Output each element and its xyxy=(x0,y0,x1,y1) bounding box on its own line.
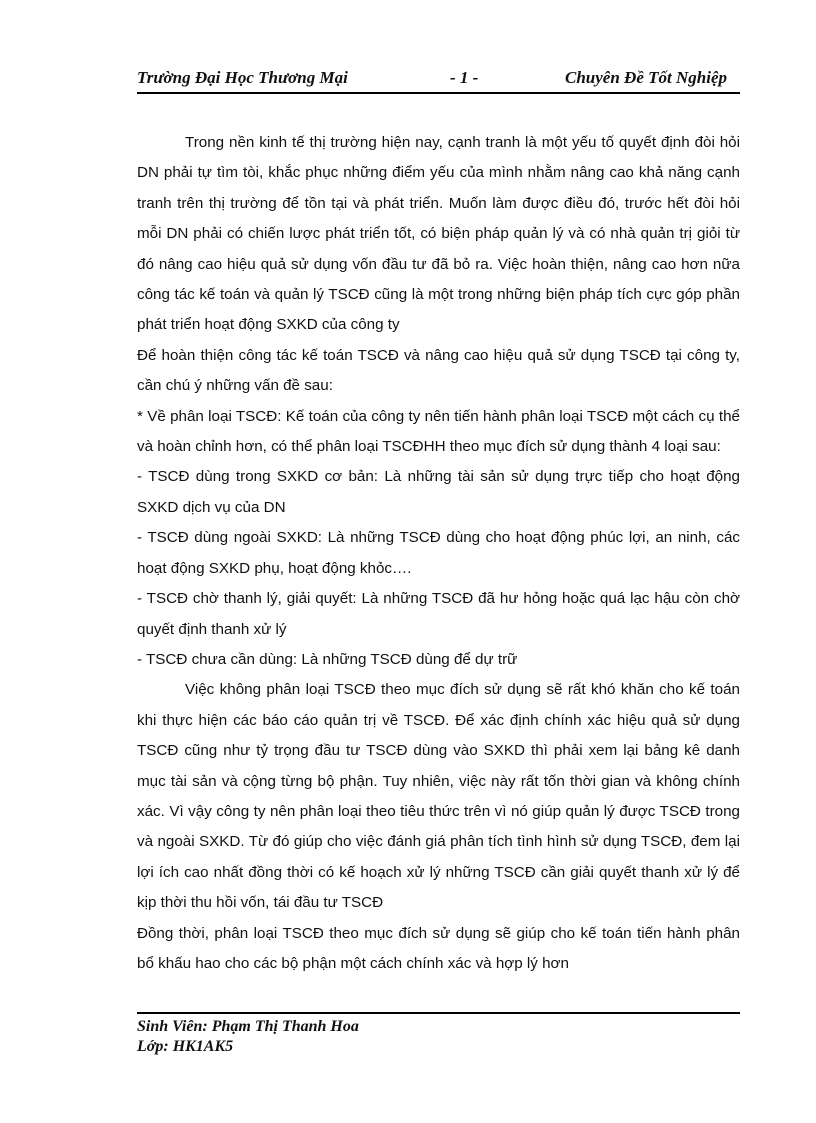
paragraph-classification: * Về phân loại TSCĐ: Kế toán của công ty nên tiến hành phân loại TSCĐ một cách cụ thể và hoàn chỉnh hơn, có thể phân loại TSCĐHH theo mục đích sử dụng thành 4 loại sau: xyxy=(137,407,740,456)
paragraph-rationale: Việc không phân loại TSCĐ theo mục đích sử dụng sẽ rất khó khăn cho kế toán khi thực hiện các báo cáo quản trị về TSCĐ. Để xác định chính xác hiệu quả sử dụng TSCĐ cũng như tỷ trọng đầu tư TSCĐ dùng vào SXKD thì phải xem lại bảng kê danh mục tài sản và cộng từng bộ phận. Tuy nhiên, việc này rất tốn thời gian và không chính xác. Vì vậy công ty nên phân loại theo tiêu thức trên vì nó giúp quản lý được TSCĐ trong và ngoài SXKD. Từ đó giúp cho việc đánh giá phân tích tình hình sử dụng TSCĐ, đem lại lợi ích cao nhất đồng thời có kế hoạch xử lý những TSCĐ cần giải quyết thanh xử lý để kịp thời thu hồi vốn, tái đầu tư TSCĐ xyxy=(137,681,740,912)
page-header xyxy=(137,68,740,92)
footer-student-name: Sinh Viên: Phạm Thị Thanh Hoa xyxy=(137,1018,359,1035)
list-item: - TSCĐ chưa cần dùng: Là những TSCĐ dùng để dự trữ xyxy=(137,650,518,668)
header-document-type: Chuyên Đề Tốt Nghiệp xyxy=(565,68,727,87)
paragraph-improvement: Để hoàn thiện công tác kế toán TSCĐ và nâng cao hiệu quả sử dụng TSCĐ tại công ty, cần chú ý những vấn đề sau: xyxy=(137,346,740,395)
paragraph-conclusion: Đồng thời, phân loại TSCĐ theo mục đích sử dụng sẽ giúp cho kế toán tiến hành phân bổ khấu hao cho các bộ phận một cách chính xác và hợp lý hơn xyxy=(137,924,740,972)
header-page-number: - 1 - xyxy=(450,68,479,87)
document-body xyxy=(137,128,740,979)
header-school: Trường Đại Học Thương Mại xyxy=(137,68,348,87)
footer-divider xyxy=(137,1012,740,1014)
footer-class: Lớp: HK1AK5 xyxy=(137,1038,234,1055)
page-footer xyxy=(137,1017,359,1057)
list-item: - TSCĐ dùng ngoài SXKD: Là những TSCĐ dùng cho hoạt động phúc lợi, an ninh, các hoạt động SXKD phụ, hoạt động khỏc…. xyxy=(137,529,740,577)
header-divider xyxy=(137,92,740,94)
list-item: - TSCĐ chờ thanh lý, giải quyết: Là những TSCĐ đã hư hỏng hoặc quá lạc hậu còn chờ quyết định thanh xử lý xyxy=(137,590,740,638)
list-item: - TSCĐ dùng trong SXKD cơ bản: Là những tài sản sử dụng trực tiếp cho hoạt động SXKD dịch vụ của DN xyxy=(137,468,740,516)
paragraph-intro: Trong nền kinh tế thị trường hiện nay, cạnh tranh là một yếu tố quyết định đòi hỏi DN phải tự tìm tòi, khắc phục những điểm yếu của mình nhằm nâng cao khả năng cạnh tranh trên thị trường để tồn tại và phát triển. Muốn làm được điều đó, trước hết đòi hỏi mỗi DN phải có chiến lược phát triển tốt, có biện pháp quản lý và có nhà quản trị giỏi từ đó nâng cao hiệu quả sử dụng vốn đầu tư đã bỏ ra. Việc hoàn thiện, nâng cao hơn nữa công tác kế toán và quản lý TSCĐ cũng là một trong những biện pháp tích cực góp phần phát triển hoạt động SXKD của công ty xyxy=(137,134,740,334)
